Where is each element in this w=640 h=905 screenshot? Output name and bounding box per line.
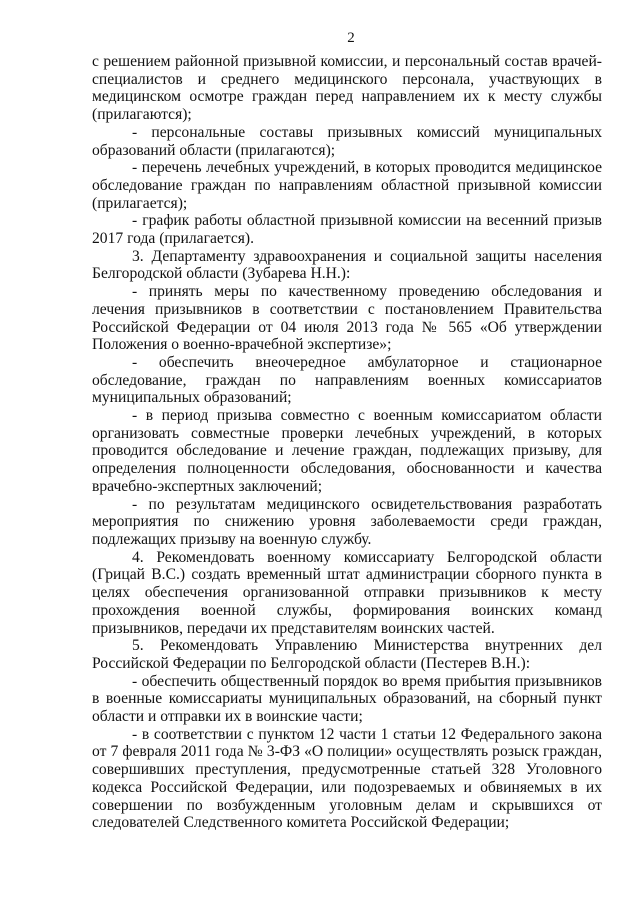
section-3-heading: 3. Департаменту здравоохранения и социальной защиты населения Белгородской области (Зубарева Н.Н.): bbox=[92, 247, 602, 283]
list-item-search: - в соответствии с пунктом 12 части 1 статьи 12 Федерального закона от 7 февраля 2011 года № 3-ФЗ «О полиции» осуществлять розыск граждан, совершивших преступления, предусмотренные статьей 328 Уголовного кодекса Российской Федерации, или подозреваемых и обвиняемых в их совершении по возбужденным уголовным делам и скрывшихся от следователей Следственного комитета Российской Федерации; bbox=[92, 725, 602, 832]
list-item-quality-measures: - принять меры по качественному проведению обследования и лечения призывников в соответствии с постановлением Правительства Российской Федерации от 04 июля 2013 года № 565 «Об утверждении Положения о военно-врачебной экспертизе»; bbox=[92, 283, 602, 354]
paragraph-continuation: с решением районной призывной комиссии, и персональный состав врачей-специалистов и среднего медицинского персонала, участвующих в медицинском осмотре граждан перед направлением их к месту службы (прилагаются); bbox=[92, 53, 602, 124]
page-number: 2 bbox=[347, 30, 355, 46]
list-item-morbidity-reduction: - по результатам медицинского освидетельствования разработать мероприятия по снижению уровня заболеваемости среди граждан, подлежащих призыву на военную службу. bbox=[92, 495, 602, 548]
list-item-public-order: - обеспечить общественный порядок во время прибытия призывников в военные комиссариаты муниципальных образований, на сборный пункт области и отправки их в воинские части; bbox=[92, 672, 602, 726]
list-item-outpatient-exam: - обеспечить внеочередное амбулаторное и стационарное обследование, граждан по направлениям военных комиссариатов муниципальных образований; bbox=[92, 353, 602, 407]
list-item-hospital-list: - перечень лечебных учреждений, в которых проводится медицинское обследование граждан по направлениям областной призывной комиссии (прилагается); bbox=[92, 159, 602, 212]
section-4-paragraph: 4. Рекомендовать военному комиссариату Белгородской области (Грицай В.С.) создать временный штат администрации сборного пункта в целях обеспечения организованной отправки призывников к месту прохождения военной службы, формирования воинских команд призывников, передачи их представителям воинских частей. bbox=[92, 548, 602, 637]
list-item-commission-staff: - персональные составы призывных комиссий муниципальных образований области (прилагаются); bbox=[92, 123, 602, 159]
section-5-heading: 5. Рекомендовать Управлению Министерства внутренних дел Российской Федерации по Белгородской области (Пестерев В.Н.): bbox=[92, 637, 602, 672]
list-item-joint-inspections: - в период призыва совместно с военным комиссариатом области организовать совместные проверки лечебных учреждений, в которых проводится обследование и лечение граждан, подлежащих призыву, для определения полноценности обследования, обоснованности и качества врачебно-экспертных заключений; bbox=[92, 407, 602, 495]
list-item-commission-schedule: - график работы областной призывной комиссии на весенний призыв 2017 года (прилагается). bbox=[92, 212, 602, 248]
